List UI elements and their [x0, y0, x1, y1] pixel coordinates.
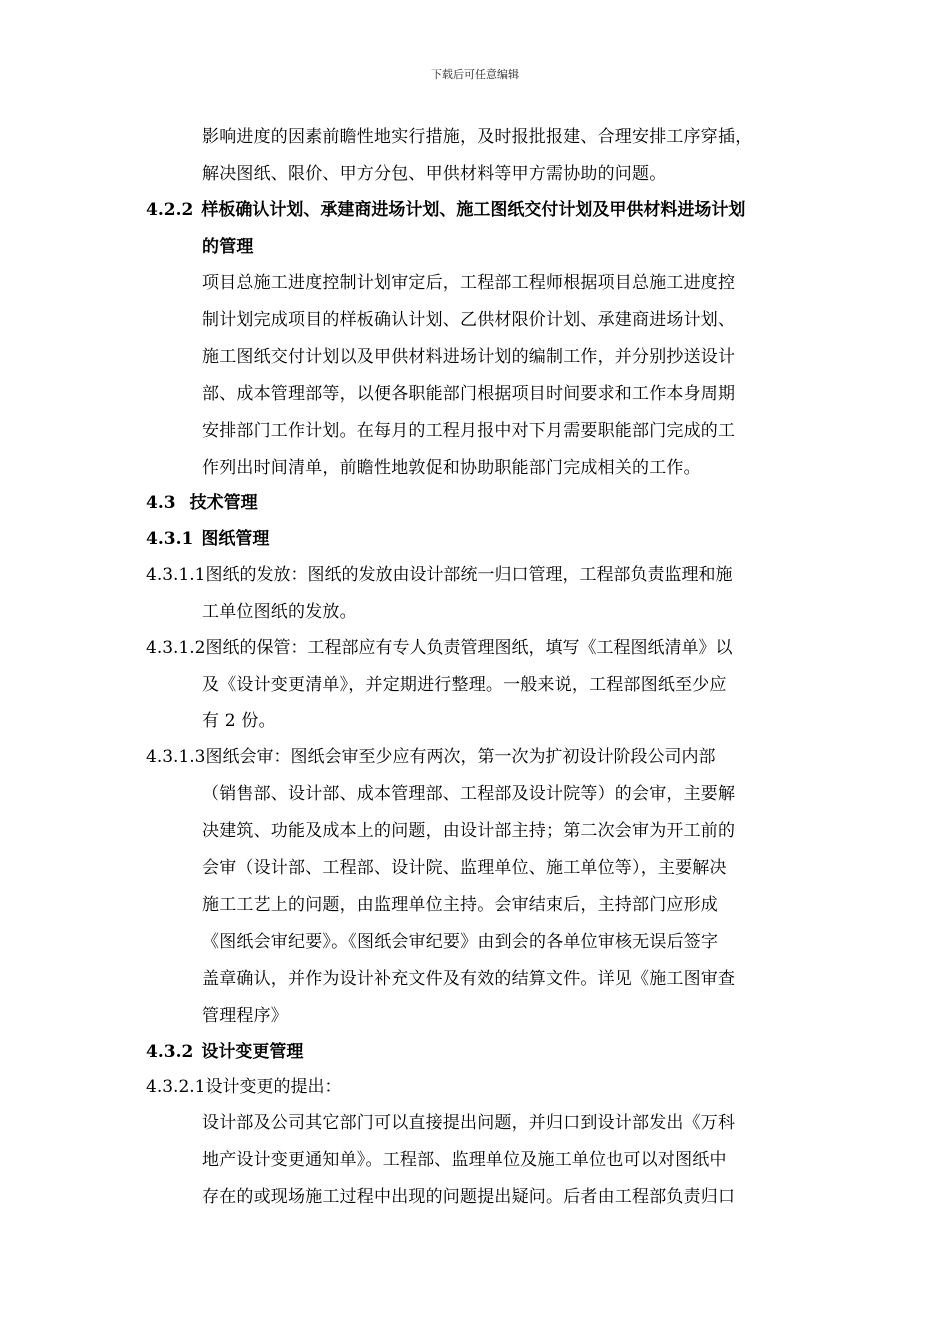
subsection-number: 4.3.1.3: [146, 747, 206, 767]
paragraph-line: 制计划完成项目的样板确认计划、乙供材限价计划、承建商进场计划、: [202, 310, 736, 330]
paragraph-line: 工单位图纸的发放。: [202, 602, 357, 622]
section-heading-4-2-2: [146, 199, 745, 221]
section-title: 图纸管理: [201, 529, 270, 549]
subsection-text: 设计变更的提出：: [205, 1077, 342, 1097]
section-number: 4.2.2: [146, 200, 194, 220]
paragraph-line: 及《设计变更清单》，并定期进行整理。一般来说，工程部图纸至少应: [202, 675, 727, 695]
page-header-note: 下载后可任意编辑: [431, 68, 519, 81]
subsection-number: 4.3.2.1: [146, 1077, 206, 1097]
subsection-number: 4.3.1.1: [146, 565, 206, 585]
section-title: 技术管理: [189, 493, 258, 513]
paragraph-line: 存在的或现场施工过程中出现的问题提出疑问。后者由工程部负责归口: [202, 1187, 736, 1207]
subsection-4-3-1-3: [146, 746, 715, 768]
paragraph-line: 管理程序》: [202, 1006, 288, 1026]
paragraph-line: 解决图纸、限价、甲方分包、甲供材料等甲方需协助的问题。: [202, 164, 667, 184]
paragraph-line: 决建筑、功能及成本上的问题，由设计部主持；第二次会审为开工前的: [202, 821, 736, 841]
paragraph-line: 设计部及公司其它部门可以直接提出问题，并归口到设计部发出《万科: [202, 1113, 736, 1133]
subsection-4-3-1-2: [146, 637, 732, 659]
paragraph-line: 施工工艺上的问题，由监理单位主持。会审结束后，主持部门应形成: [202, 895, 718, 915]
section-number: 4.3: [146, 493, 176, 513]
subsection-4-3-1-1: [146, 564, 732, 586]
section-heading-4-3-2: [146, 1041, 303, 1063]
paragraph-line: 影响进度的因素前瞻性地实行措施，及时报批报建、合理安排工序穿插，: [202, 127, 753, 147]
section-title: 设计变更管理: [201, 1042, 304, 1062]
paragraph-line: 有 2 份。: [202, 711, 276, 731]
section-title: 样板确认计划、承建商进场计划、施工图纸交付计划及甲供材料进场计划: [201, 200, 746, 220]
section-number: 4.3.1: [146, 529, 194, 549]
paragraph-line: 《图纸会审纪要》。《图纸会审纪要》由到会的各单位审核无误后签字: [202, 932, 719, 952]
section-heading-4-3: [146, 492, 258, 514]
paragraph-line: 项目总施工进度控制计划审定后，工程部工程师根据项目总施工进度控: [202, 273, 736, 293]
paragraph-line: 作列出时间清单，前瞻性地敦促和协助职能部门完成相关的工作。: [202, 458, 701, 478]
paragraph-line: 会审（设计部、工程部、设计院、监理单位、施工单位等），主要解决: [202, 858, 727, 878]
paragraph-line: 部、成本管理部等，以便各职能部门根据项目时间要求和工作本身周期: [202, 384, 736, 404]
paragraph-line: 地产设计变更通知单》。工程部、监理单位及施工单位也可以对图纸中: [202, 1150, 727, 1170]
section-title-continued: 的管理: [202, 237, 254, 257]
paragraph-line: 盖章确认，并作为设计补充文件及有效的结算文件。详见《施工图审查: [202, 969, 736, 989]
subsection-text: 图纸的发放：图纸的发放由设计部统一归口管理，工程部负责监理和施: [205, 565, 733, 585]
paragraph-line: （销售部、设计部、成本管理部、工程部及设计院等）的会审，主要解: [202, 784, 736, 804]
subsection-number: 4.3.1.2: [146, 638, 206, 658]
paragraph-line: 安排部门工作计划。在每月的工程月报中对下月需要职能部门完成的工: [202, 421, 736, 441]
paragraph-line: 施工图纸交付计划以及甲供材料进场计划的编制工作，并分别抄送设计: [202, 347, 736, 367]
subsection-4-3-2-1: [146, 1076, 341, 1098]
subsection-text: 图纸会审：图纸会审至少应有两次，第一次为扩初设计阶段公司内部: [205, 747, 716, 767]
subsection-text: 图纸的保管：工程部应有专人负责管理图纸，填写《工程图纸清单》以: [205, 638, 733, 658]
section-heading-4-3-1: [146, 528, 269, 550]
section-number: 4.3.2: [146, 1042, 194, 1062]
